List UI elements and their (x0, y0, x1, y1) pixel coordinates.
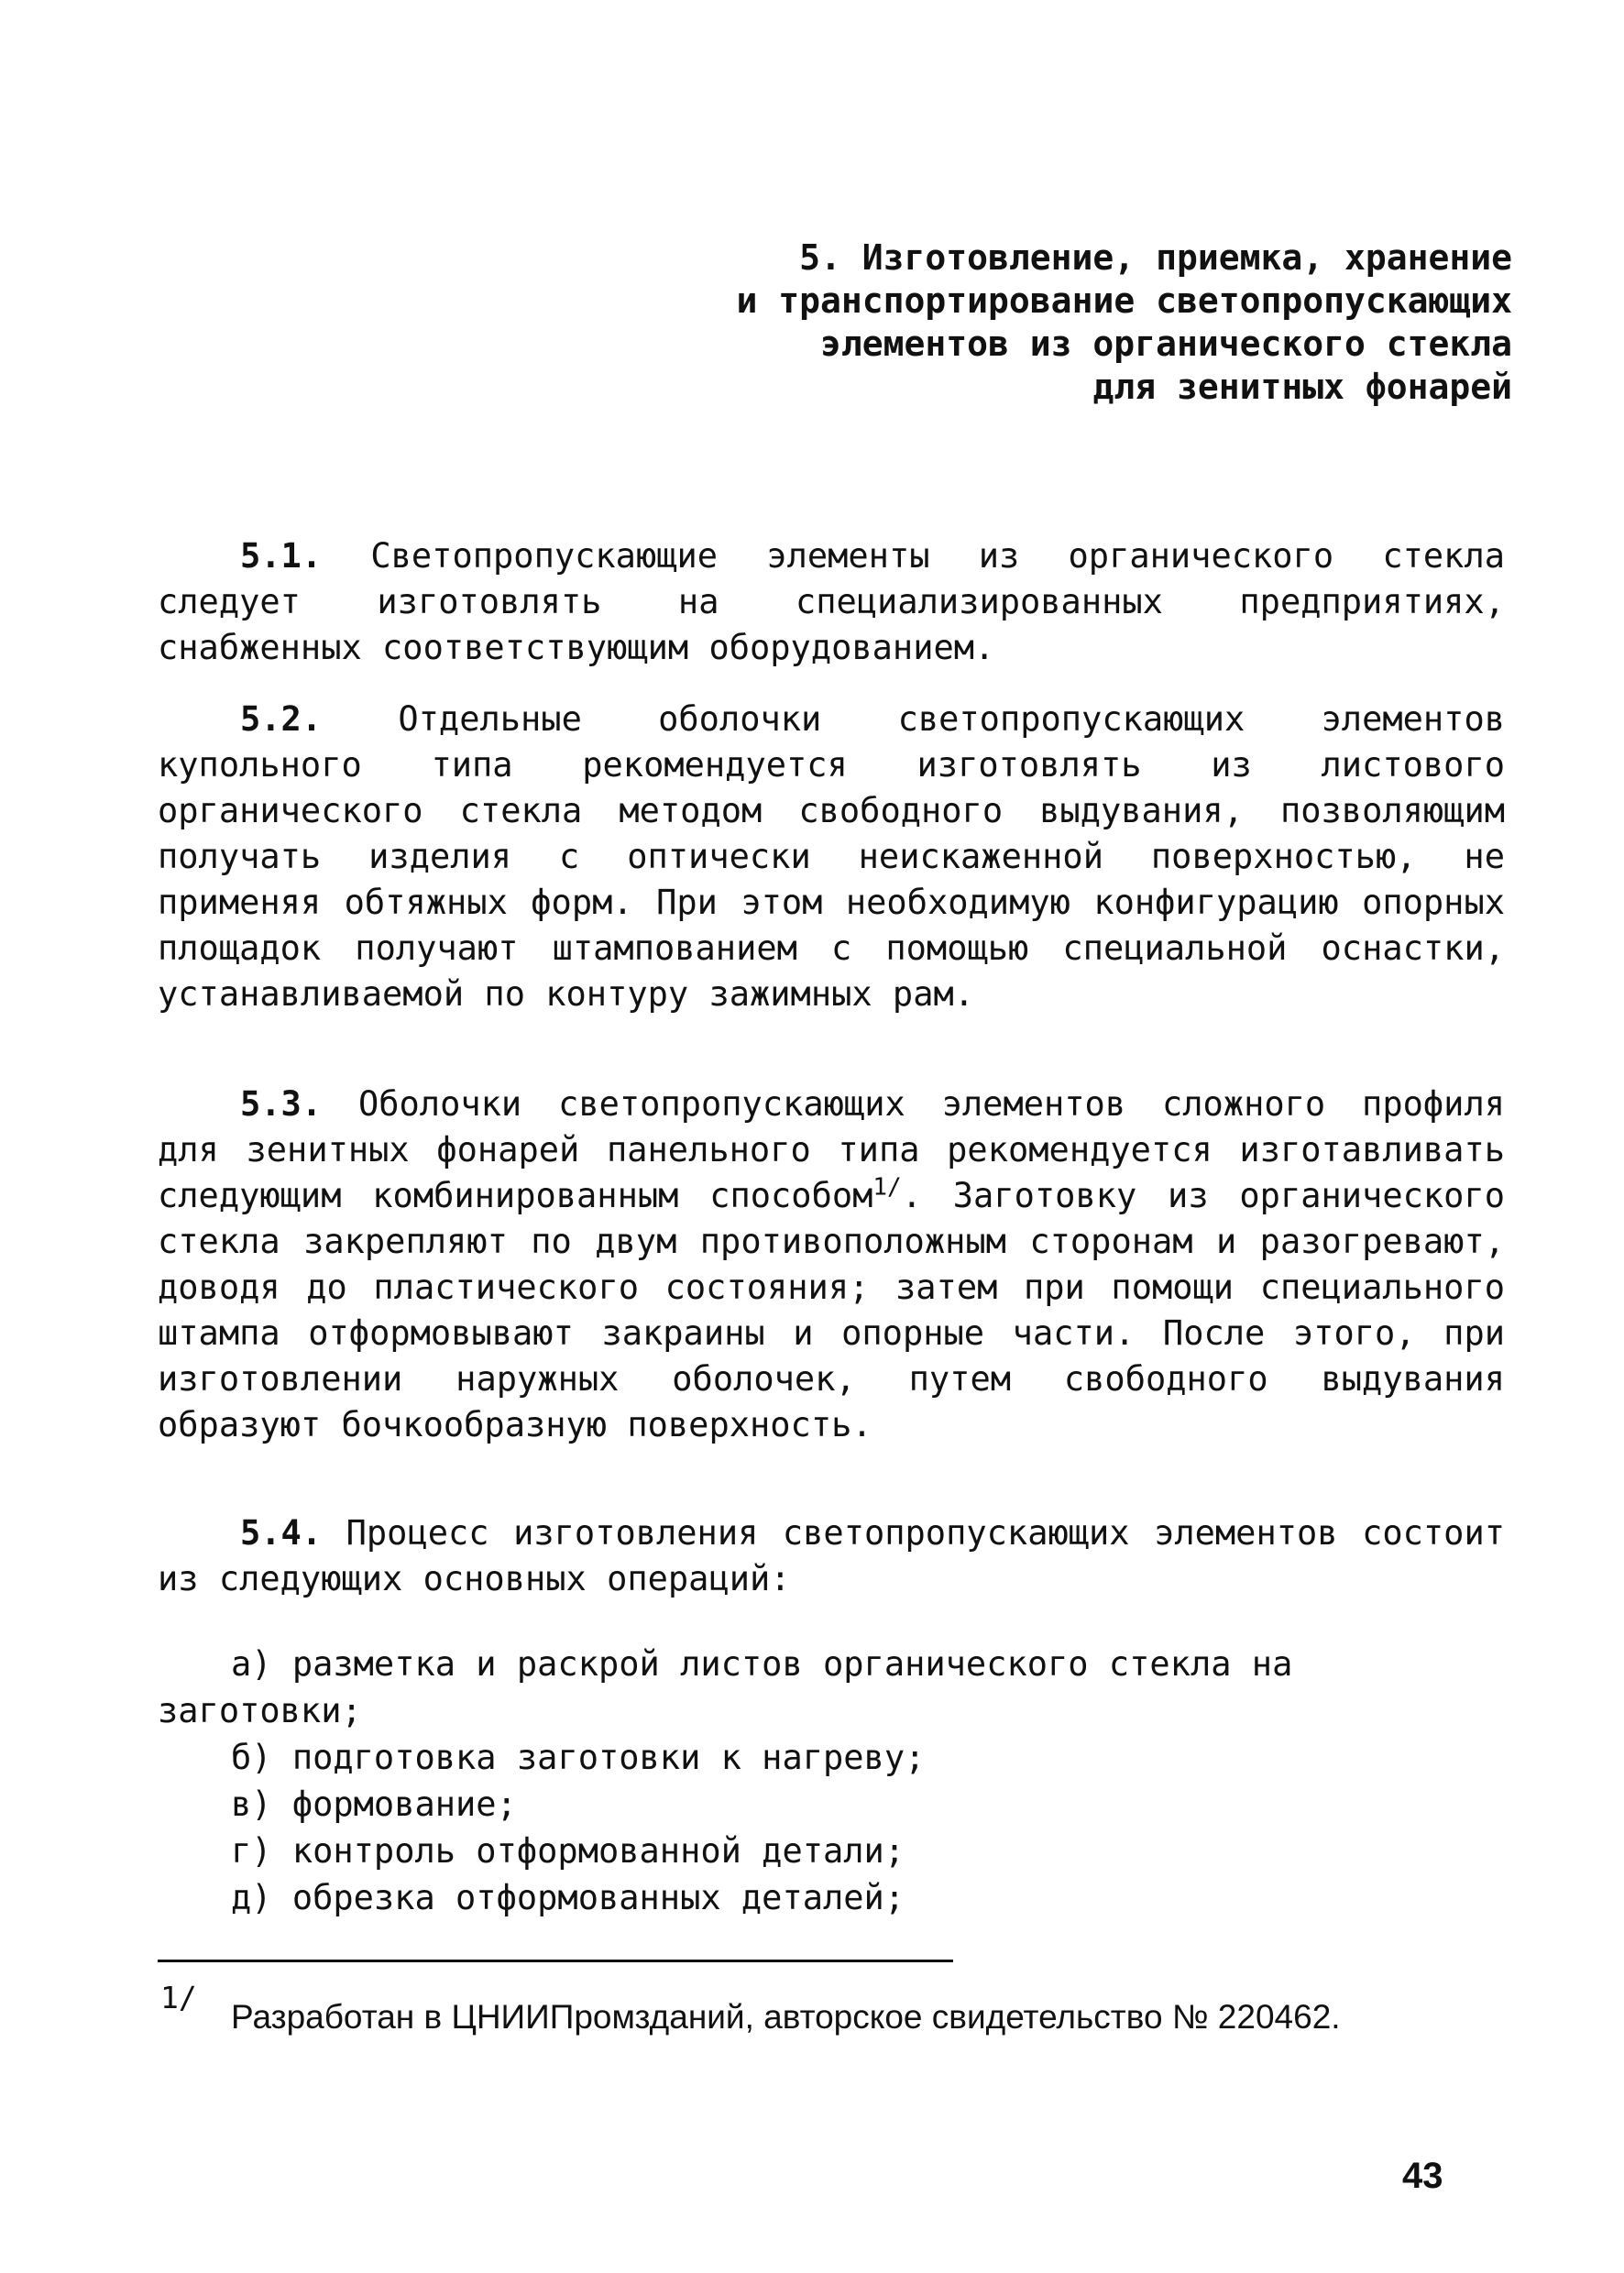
list-item: д) обрезка отформованных деталей; (231, 1878, 905, 1917)
list-item: в) формование; (231, 1784, 517, 1824)
paragraph-text: Процесс изготовления светопропускающих элементов состоит из следующих основных операций: (158, 1513, 1505, 1598)
footnote-reference: 1/ (872, 1173, 902, 1202)
paragraph-5-4 (158, 1510, 1505, 1602)
list-item: г) контроль отформованной детали; (231, 1831, 905, 1871)
paragraph-number: 5.3. (240, 1084, 323, 1124)
list-item: б) подготовка заготовки к нагреву; (231, 1738, 926, 1777)
heading-line-3: элементов из органического стекла (820, 324, 1512, 364)
paragraph-text: Оболочки светопропускающих элементов сложного профиля для зенитных фонарей панельного типа рекомендуется изготавливать следующим комбинированным способом (158, 1084, 1505, 1215)
operations-list (158, 1641, 1505, 1921)
paragraph-text: Отдельные оболочки светопропускающих элементов купольного типа рекомендуется изготовлять из листового органического стекла методом свободного выдувания, позволяющим получать изделия с оптически неискаженной поверхностью, не применяя обтяжных форм. При этом необходимую конфигурацию опорных площадок получают штампованием с помощью специальной оснастки, устанавливаемой по контуру зажимных рам. (158, 699, 1505, 1014)
heading-line-4: для зенитных фонарей (1092, 367, 1512, 407)
paragraph-5-2 (158, 697, 1505, 1017)
list-item: а) разметка и раскрой листов органического стекла на заготовки; (158, 1644, 1293, 1730)
paragraph-number: 5.1. (240, 536, 323, 576)
heading-line-2: и транспортирование светопропускающих (736, 280, 1512, 321)
page-number: 43 (1402, 2156, 1443, 2196)
paragraph-text: Светопропускающие элементы из органического стекла следует изготовлять на специализированных предприятиях, снабженных соответствующим оборудованием. (158, 536, 1506, 667)
paragraph-text-continued: . Заготовку из органического стекла закрепляют по двум противоположным сторонам и разогревают, доводя до пластического состояния; затем при помощи специального штампа отформовывают закраины и опорные части. После этого, при изготовлении наружных оболочек, путем свободного выдувания образуют бочкообразную поверхность. (158, 1176, 1505, 1444)
paragraph-number: 5.2. (240, 699, 323, 739)
paragraph-5-3 (158, 1082, 1505, 1448)
paragraph-number: 5.4. (240, 1513, 323, 1553)
heading-line-1: 5. Изготовление, приемка, хранение (799, 237, 1512, 278)
footnote-divider (158, 1960, 953, 1962)
footnote-text: Разработан в ЦНИИПромзданий, авторское свидетельство № 220462. (231, 1998, 1341, 2036)
section-heading (513, 236, 1512, 409)
footnote-mark: 1/ (160, 1980, 197, 2015)
paragraph-5-1 (158, 533, 1505, 671)
